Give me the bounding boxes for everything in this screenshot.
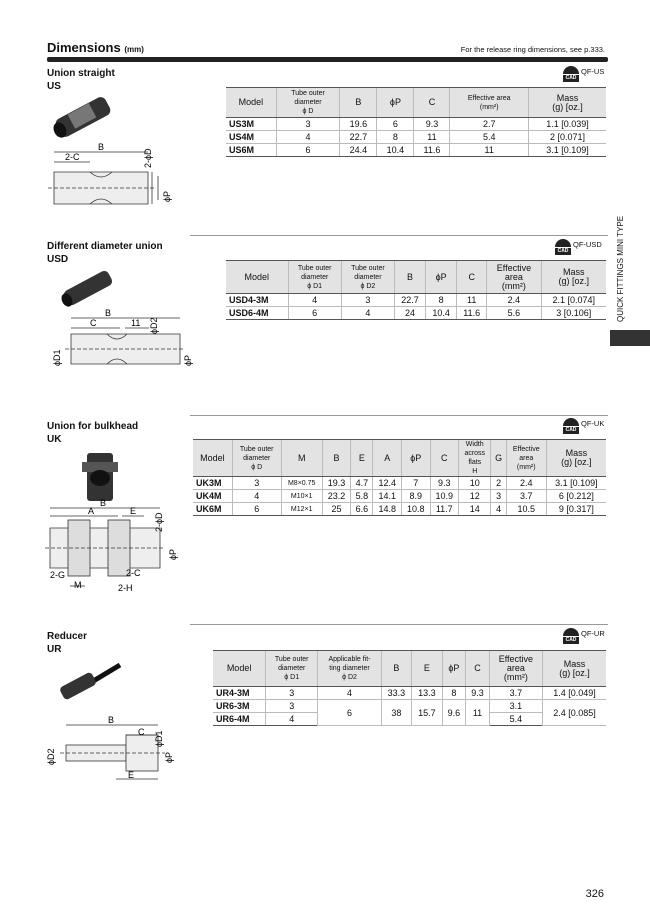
dim-label: ϕD2 bbox=[46, 748, 56, 765]
side-tab-marker bbox=[610, 330, 650, 346]
col-header: Effective area (mm²) bbox=[489, 651, 542, 687]
col-header: Effective area (mm²) bbox=[506, 440, 546, 477]
col-header: Tube outer diameter ϕ D2 bbox=[341, 261, 394, 294]
table-row: UR4-3M 3 4 33.3 13.3 8 9.3 3.7 1.4 [0.049] bbox=[213, 687, 606, 700]
spec-table-uk bbox=[193, 439, 606, 516]
dim-label: ϕP bbox=[183, 354, 193, 366]
col-header: ϕP bbox=[377, 88, 414, 118]
col-header: G bbox=[491, 440, 506, 477]
cad-icon: CAD bbox=[555, 239, 571, 255]
table-row: USD4-3M 4 3 22.7 8 11 2.4 2.1 [0.074] bbox=[226, 294, 606, 307]
cad-icon: CAD bbox=[563, 628, 579, 644]
col-header: A bbox=[373, 440, 402, 477]
col-header: Tube outer diameter ϕ D bbox=[232, 440, 281, 477]
col-header: Mass (g) [oz.] bbox=[528, 88, 606, 118]
table-row: UR6-4M 4 5.4 bbox=[213, 713, 606, 726]
col-header: C bbox=[430, 440, 459, 477]
col-header: ϕP bbox=[426, 261, 457, 294]
dim-label: ϕD1 bbox=[154, 730, 164, 747]
col-header: ϕP bbox=[442, 651, 466, 687]
col-header: Model bbox=[226, 261, 288, 294]
col-header: Model bbox=[213, 651, 266, 687]
dim-label: 11 bbox=[131, 318, 141, 328]
col-header: Model bbox=[193, 440, 232, 477]
usd-photo bbox=[59, 269, 114, 308]
dim-label: ϕD1 bbox=[52, 349, 62, 366]
table-row: UK3M 3 M8×0.75 19.3 4.7 12.4 7 9.3 10 2 2.4 3.1 [0.109] bbox=[193, 477, 606, 490]
dim-label: ϕP bbox=[164, 751, 174, 763]
cad-icon: CAD bbox=[563, 66, 579, 82]
dim-label: 2-G bbox=[50, 570, 66, 580]
usd-drawing bbox=[45, 268, 195, 373]
dim-label: B bbox=[108, 715, 115, 725]
spec-table-ur bbox=[213, 650, 606, 726]
col-header: Effective area (mm²) bbox=[450, 88, 529, 118]
dim-label: B bbox=[105, 308, 112, 318]
spec-table-us bbox=[226, 87, 606, 157]
dim-label: 2-H bbox=[118, 583, 133, 593]
col-header: Applicable fit- ting diameter ϕ D2 bbox=[318, 651, 381, 687]
col-header: Tube outer diameter ϕ D1 bbox=[288, 261, 341, 294]
dim-label: ϕD2 bbox=[149, 317, 159, 334]
section-title-ur: Reducer UR bbox=[47, 631, 88, 655]
cad-badge-usd: CAD QF-USD bbox=[555, 239, 602, 255]
ur-drawing bbox=[40, 655, 190, 785]
section-title-uk: Union for bulkhead UK bbox=[47, 421, 139, 445]
col-header: Mass (g) [oz.] bbox=[541, 261, 606, 294]
cad-badge-us: CAD QF-US bbox=[563, 66, 604, 82]
col-header: C bbox=[466, 651, 490, 687]
dim-label: ϕP bbox=[162, 190, 172, 202]
col-header: Tube outer diameter ϕ D1 bbox=[266, 651, 318, 687]
col-header: B bbox=[395, 261, 426, 294]
header-bar bbox=[47, 57, 608, 62]
uk-drawing bbox=[40, 448, 190, 598]
us-drawing bbox=[40, 92, 190, 217]
dim-label: A bbox=[88, 506, 95, 516]
col-header: B bbox=[381, 651, 411, 687]
cad-badge-ur: CAD QF-UR bbox=[563, 628, 605, 644]
table-row: USD6-4M 6 4 24 10.4 11.6 5.6 3 [0.106] bbox=[226, 307, 606, 320]
dim-label: E bbox=[130, 506, 137, 516]
col-header: C bbox=[414, 88, 450, 118]
col-header: Width across flats H bbox=[459, 440, 491, 477]
col-header: ϕP bbox=[401, 440, 430, 477]
table-row: US4M 4 22.7 8 11 5.4 2 [0.071] bbox=[226, 131, 606, 144]
col-header: B bbox=[340, 88, 377, 118]
col-header: Model bbox=[226, 88, 276, 118]
col-header: Effective area (mm²) bbox=[487, 261, 541, 294]
cad-icon: CAD bbox=[563, 418, 579, 434]
dim-label: 2-C bbox=[126, 568, 141, 578]
section-rule bbox=[190, 235, 608, 236]
uk-photo bbox=[82, 453, 118, 501]
col-header: Mass (g) [oz.] bbox=[546, 440, 606, 477]
dim-label: 2-ϕD bbox=[143, 148, 153, 168]
table-row: UK4M 4 M10×1 23.2 5.8 14.1 8.9 10.9 12 3 3.7 6 [0.212] bbox=[193, 490, 606, 503]
section-rule bbox=[190, 624, 608, 625]
page-number: 326 bbox=[585, 888, 604, 900]
ur-photo bbox=[59, 665, 120, 701]
col-header: Tube outer diameter ϕ D bbox=[276, 88, 340, 118]
col-header: E bbox=[351, 440, 373, 477]
us-photo bbox=[51, 95, 112, 140]
cad-badge-uk: CAD QF-UK bbox=[563, 418, 604, 434]
dim-label: 2-ϕD bbox=[154, 512, 164, 532]
col-header: C bbox=[457, 261, 487, 294]
dim-label: B bbox=[100, 498, 107, 508]
col-header: B bbox=[322, 440, 351, 477]
page-title: Dimensions (mm) bbox=[47, 40, 144, 55]
table-row: US3M 3 19.6 6 9.3 2.7 1.1 [0.039] bbox=[226, 118, 606, 131]
dim-label: B bbox=[98, 142, 105, 152]
release-ring-note: For the release ring dimensions, see p.333. bbox=[460, 45, 605, 54]
table-row: UR6-3M 3 6 38 15.7 9.6 11 3.1 2.4 [0.085] bbox=[213, 700, 606, 713]
col-header: E bbox=[412, 651, 442, 687]
dim-label: C bbox=[90, 318, 97, 328]
spec-table-usd bbox=[226, 260, 606, 320]
table-row: US6M 6 24.4 10.4 11.6 11 3.1 [0.109] bbox=[226, 144, 606, 157]
dim-label: ϕP bbox=[168, 548, 178, 560]
section-title-usd: Different diameter union USD bbox=[47, 241, 163, 265]
dim-label: 2-C bbox=[65, 152, 80, 162]
section-title-us: Union straight US bbox=[47, 68, 115, 92]
dim-label: C bbox=[138, 727, 145, 737]
dim-label: M bbox=[74, 580, 82, 590]
col-header: M bbox=[281, 440, 322, 477]
col-header: Mass (g) [oz.] bbox=[542, 651, 606, 687]
dim-label: E bbox=[128, 770, 135, 780]
table-row: UK6M 6 M12×1 25 6.6 14.8 10.8 11.7 14 4 10.5 9 [0.317] bbox=[193, 503, 606, 516]
section-rule bbox=[190, 415, 608, 416]
side-tab-label: QUICK FITTINGS MINI TYPE bbox=[616, 215, 625, 322]
